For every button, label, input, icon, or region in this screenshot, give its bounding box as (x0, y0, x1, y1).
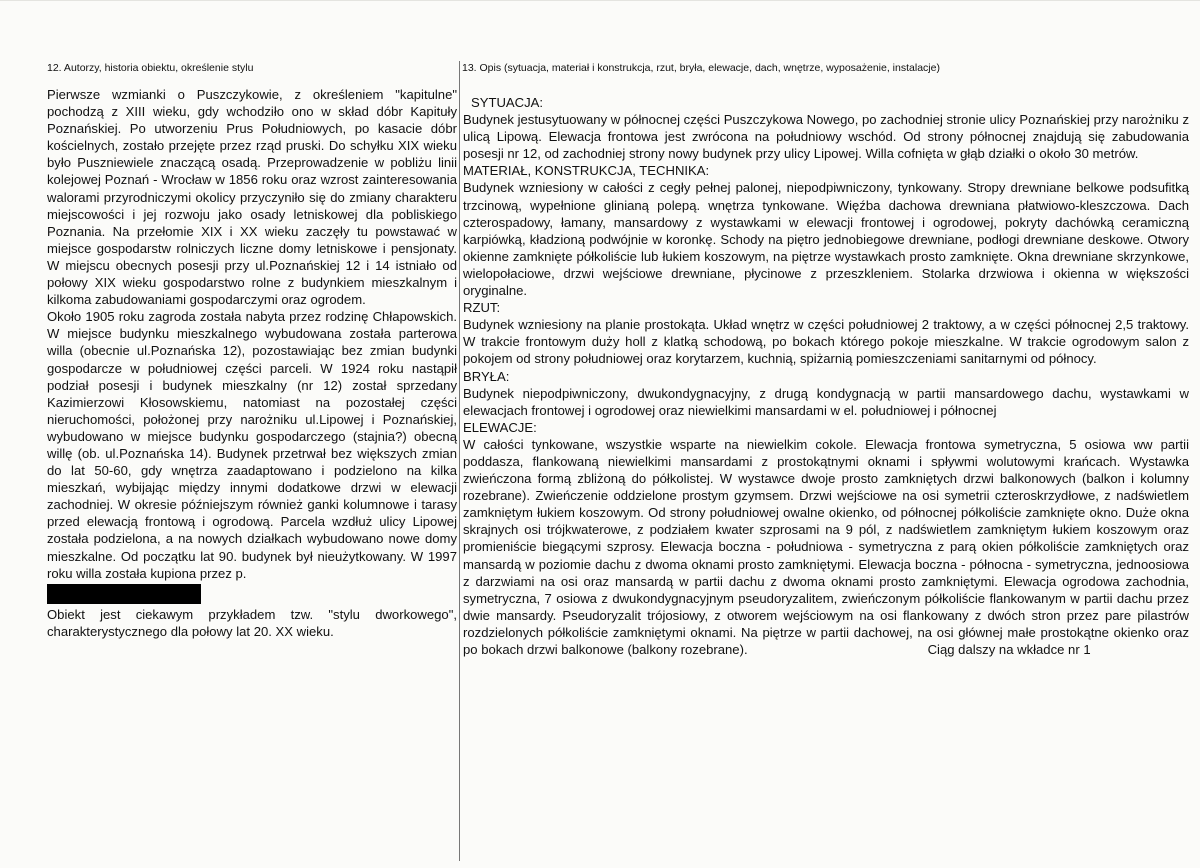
left-column-heading: 12. Autorzy, historia obiektu, określenie stylu (47, 62, 254, 74)
description-column (463, 94, 1189, 658)
section-title-sytuacja: SYTUACJA: (471, 95, 544, 110)
section-title-elewacje: ELEWACJE: (463, 419, 537, 435)
right-column-heading: 13. Opis (sytuacja, materiał i konstrukcja, rzut, bryła, elewacje, dach, wnętrze, wyposażenie, instalacje) (462, 62, 940, 74)
section-text-elewacje (463, 436, 1189, 658)
section-text-material: Budynek wzniesiony w całości z cegły pełnej palonej, niepodpiwniczony, tynkowany. Stropy drewniane belkowe podsufitką trzcinową, wypełnione glinianą polepą. wnętrza tynkowane. Więźba dachowa drewniana płatwiowo-kleszczowa. Dach czterospadowy, łamany, mansardowy z wystawkami w elewacji frontowej i ogrodowej, pokryty dachówką ceramiczną karpiówką, kładzioną podwójnie w koronkę. Schody na piętro jednobiegowe drewniane, podłogi drewniane deskowe. Otwory okienne zamknięte półkoliście lub łukiem koszowym, na piętrze wystawkach prosto zamknięte. Okna drewniane skrzynkowe, wielopołaciowe, drzwi wejściowe drewniane, płycinowe z przeszkleniem. Stolarka drzwiowa i okienna w większości oryginalne. (463, 180, 1189, 299)
section-title-rzut: RZUT: (463, 300, 501, 316)
history-paragraph-1: Pierwsze wzmianki o Puszczykowie, z określeniem "kapitulne" pochodzą z XIII wieku, gdy wchodziło ono w skład dóbr Kapituły Poznańskiej. Po utworzeniu Prus Południowych, po kasacie dóbr kościelnych, zostało przejęte przez rząd pruski. Do schyłku XIX wieku było Puszniewiele znaczącą osadą. Przeprowadzenie w pobliżu linii kolejowej Poznań - Wrocław w 1856 roku oraz wzrost zainteresowania walorami przyrodniczymi okolicy przyczyniło się do zmiany charakteru miejscowości i jej rozwoju jako osady letniskowej dla pobliskiego Poznania. Na przełomie XIX i XX wieku zaczęły tu powstawać w miejsce gospodarstw rolniczych liczne domy letniskowe i pensjonaty. W miejscu obecnych posesji przy ul.Poznańskiej 12 i 14 istniało od połowy XIX wieku gospodarstwo rolne z budynkiem mieszkalnym i kilkoma zabudowaniami gospodarczymi oraz ogrodem. (47, 87, 457, 308)
column-divider (459, 61, 460, 861)
history-paragraph-2: Około 1905 roku zagroda została nabyta przez rodzinę Chłapowskich. W miejsce budynku mieszkalnego wybudowana została parterowa willa (obecnie ul.Poznańska 12), pozostawiając bez zmian budynki gospodarcze w południowej części parceli. W 1924 roku nastąpił podział posesji i budynek mieszkalny (nr 12) został sprzedany Kazimierzowi Kłosowskiemu, natomiast na pozostałej części nieruchomości, położonej przy narożniku ul.Lipowej i Poznańskiej, wybudowano w miejsce budynku gospodarczego (stajnia?) obecną willę (ob. ul.Poznańska 14). Budynek przetrwał bez większych zmian do lat 50-60, gdy wnętrza zaadaptowano i podzielono na kilka mieszkań, wybijając między innymi dodatkowe drzwi w elewacji zachodniej. W okresie późniejszym również ganki kolumnowe i tarasy przed elewacją frontową i ogrodową. Parcela wzdłuż ulicy Lipowej została podzielona, a na nowych działkach wybudowano nowe domy mieszkalne. Od początku lat 90. budynek był nieużytkowany. W 1997 roku willa została kupiona przez p. (47, 309, 457, 581)
section-text-rzut: Budynek wzniesiony na planie prostokąta. Układ wnętrz w części południowej 2 traktowy, a w części północnej 2,5 traktowy. W trakcie frontowym duży holl z klatką schodową, po bokach którego pokoje mieszkalne. W trakcie ogrodowym salon z pokojem od strony południowej oraz korytarzem, kuchnią, spiżarnią pomieszczeniami sanitarnymi od północy. (463, 317, 1189, 367)
style-paragraph: Obiekt jest ciekawym przykładem tzw. "stylu dworkowego", charakterystycznego dla połowy lat 20. XX wieku. (47, 606, 457, 639)
elewacje-body: W całości tynkowane, wszystkie wsparte na niewielkim cokole. Elewacja frontowa symetryczna, 5 osiowa ww partii poddasza, flankowaną niewielkimi mansardami z prostokątnymi oknami i spływmi wolutowymi krańcach. Wystawka zwieńczona formą zbliżoną do półkolistej. W wystawce dwoje prosto zamkniętych drzwi balkonowych (balkon i kolumny rozebrane). Zwieńczenie oddzielone prostym gzymsem. Drzwi wejściowe na osi symetrii czteroskrzydłowe, z nadświetlem zamkniętym łukiem koszowym. Od strony południowej owalne okienko, od północnej półkoliście zamknięte okno. Duże okna skrajnych osi trójkwaterowe, z podziałem kwater szprosami na 9 pól, z nadświetlem zamkniętym łukiem koszowym oraz promieniście biegącymi szprosy. Elewacja boczna - południowa - symetryczna z parą okien półkoliście zamkniętych oraz mansardą w poziomie dachu z dwoma oknami prosto zamkniętymi. Elewacja boczna - północna - symetryczna, jednoosiowa z darzwiami na osi oraz mansardą w partii dachu z dwoma oknami prosto zamkniętymi. Elewacja ogrodowa zachodnia, symetryczna, 7 osiowa z dwukondygnacyjnym pseudoryzalitem, zwieńczonym półkoliście flankowanym w partii dachu przez dwie mansardy. Pseudoryzalit trójosiowy, z otworem wejściowym na osi flankowany z dwóch stron przez pare pilastrów rozdzielonych półkoliście zamkniętymi oknami. Na piętrze w partii dachowej, na osi głównej małe prostokątne okienko oraz po bokach drzwi balkonowe (balkony rozebrane). (463, 436, 1189, 657)
section-text-bryla: Budynek niepodpiwniczony, dwukondygnacyjny, z drugą kondygnacją w partii mansardowego dachu, wystawkami w elewacjach frontowej i ogrodowej oraz niewielkimi mansardami w el. południowej i północnej (463, 385, 1189, 418)
history-column (47, 86, 457, 640)
redaction-bar (47, 584, 201, 604)
section-title-bryla: BRYŁA: (463, 368, 510, 384)
continuation-note: Ciąg dalszy na wkładce nr 1 (927, 642, 1091, 657)
section-title-material: MATERIAŁ, KONSTRUKCJA, TECHNIKA: (463, 163, 710, 179)
section-text-sytuacja: Budynek jestusytuowany w północnej części Puszczykowa Nowego, po zachodniej stronie ulicy Poznańskiej przy narożniku z ulicą Lipową. Elewacja frontowa jest zwrócona na południowy wschód. Od strony północnej znajdują się zabudowania posesji nr 12, od zachodniej strony nowy budynek przy ulicy Lipowej. Willa cofnięta w głąb działki o około 30 metrów. (463, 112, 1189, 162)
